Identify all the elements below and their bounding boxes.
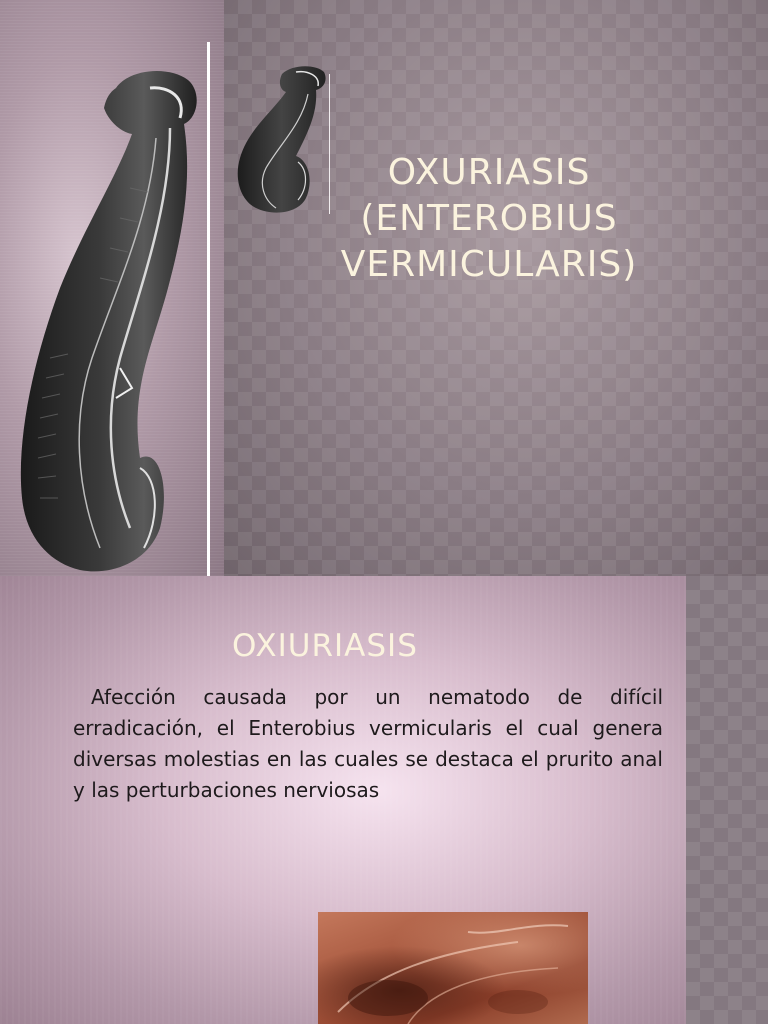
worm-image-large	[20, 58, 204, 576]
small-divider	[329, 74, 330, 214]
slide2-body-text: Afección causada por un nematodo de difícil erradicación, el Enterobius vermicularis el cual genera diversas molestias en las cuales se destaca el prurito anal y las perturbaciones nerviosas	[73, 685, 663, 802]
vertical-divider	[207, 42, 210, 576]
title-line-3: VERMICULARIS)	[340, 244, 638, 285]
slide-title-text	[334, 150, 644, 288]
title-line-1: OXURIASIS	[387, 152, 591, 193]
slide2-heading: OXIURIASIS	[232, 628, 418, 664]
slide-content	[0, 576, 686, 1024]
title-line-2: (ENTEROBIUS	[360, 198, 618, 239]
worm-image-small	[236, 64, 328, 216]
tissue-texture	[318, 912, 588, 1024]
slide2-right-panel	[686, 576, 768, 1024]
tissue-photo	[318, 912, 588, 1024]
